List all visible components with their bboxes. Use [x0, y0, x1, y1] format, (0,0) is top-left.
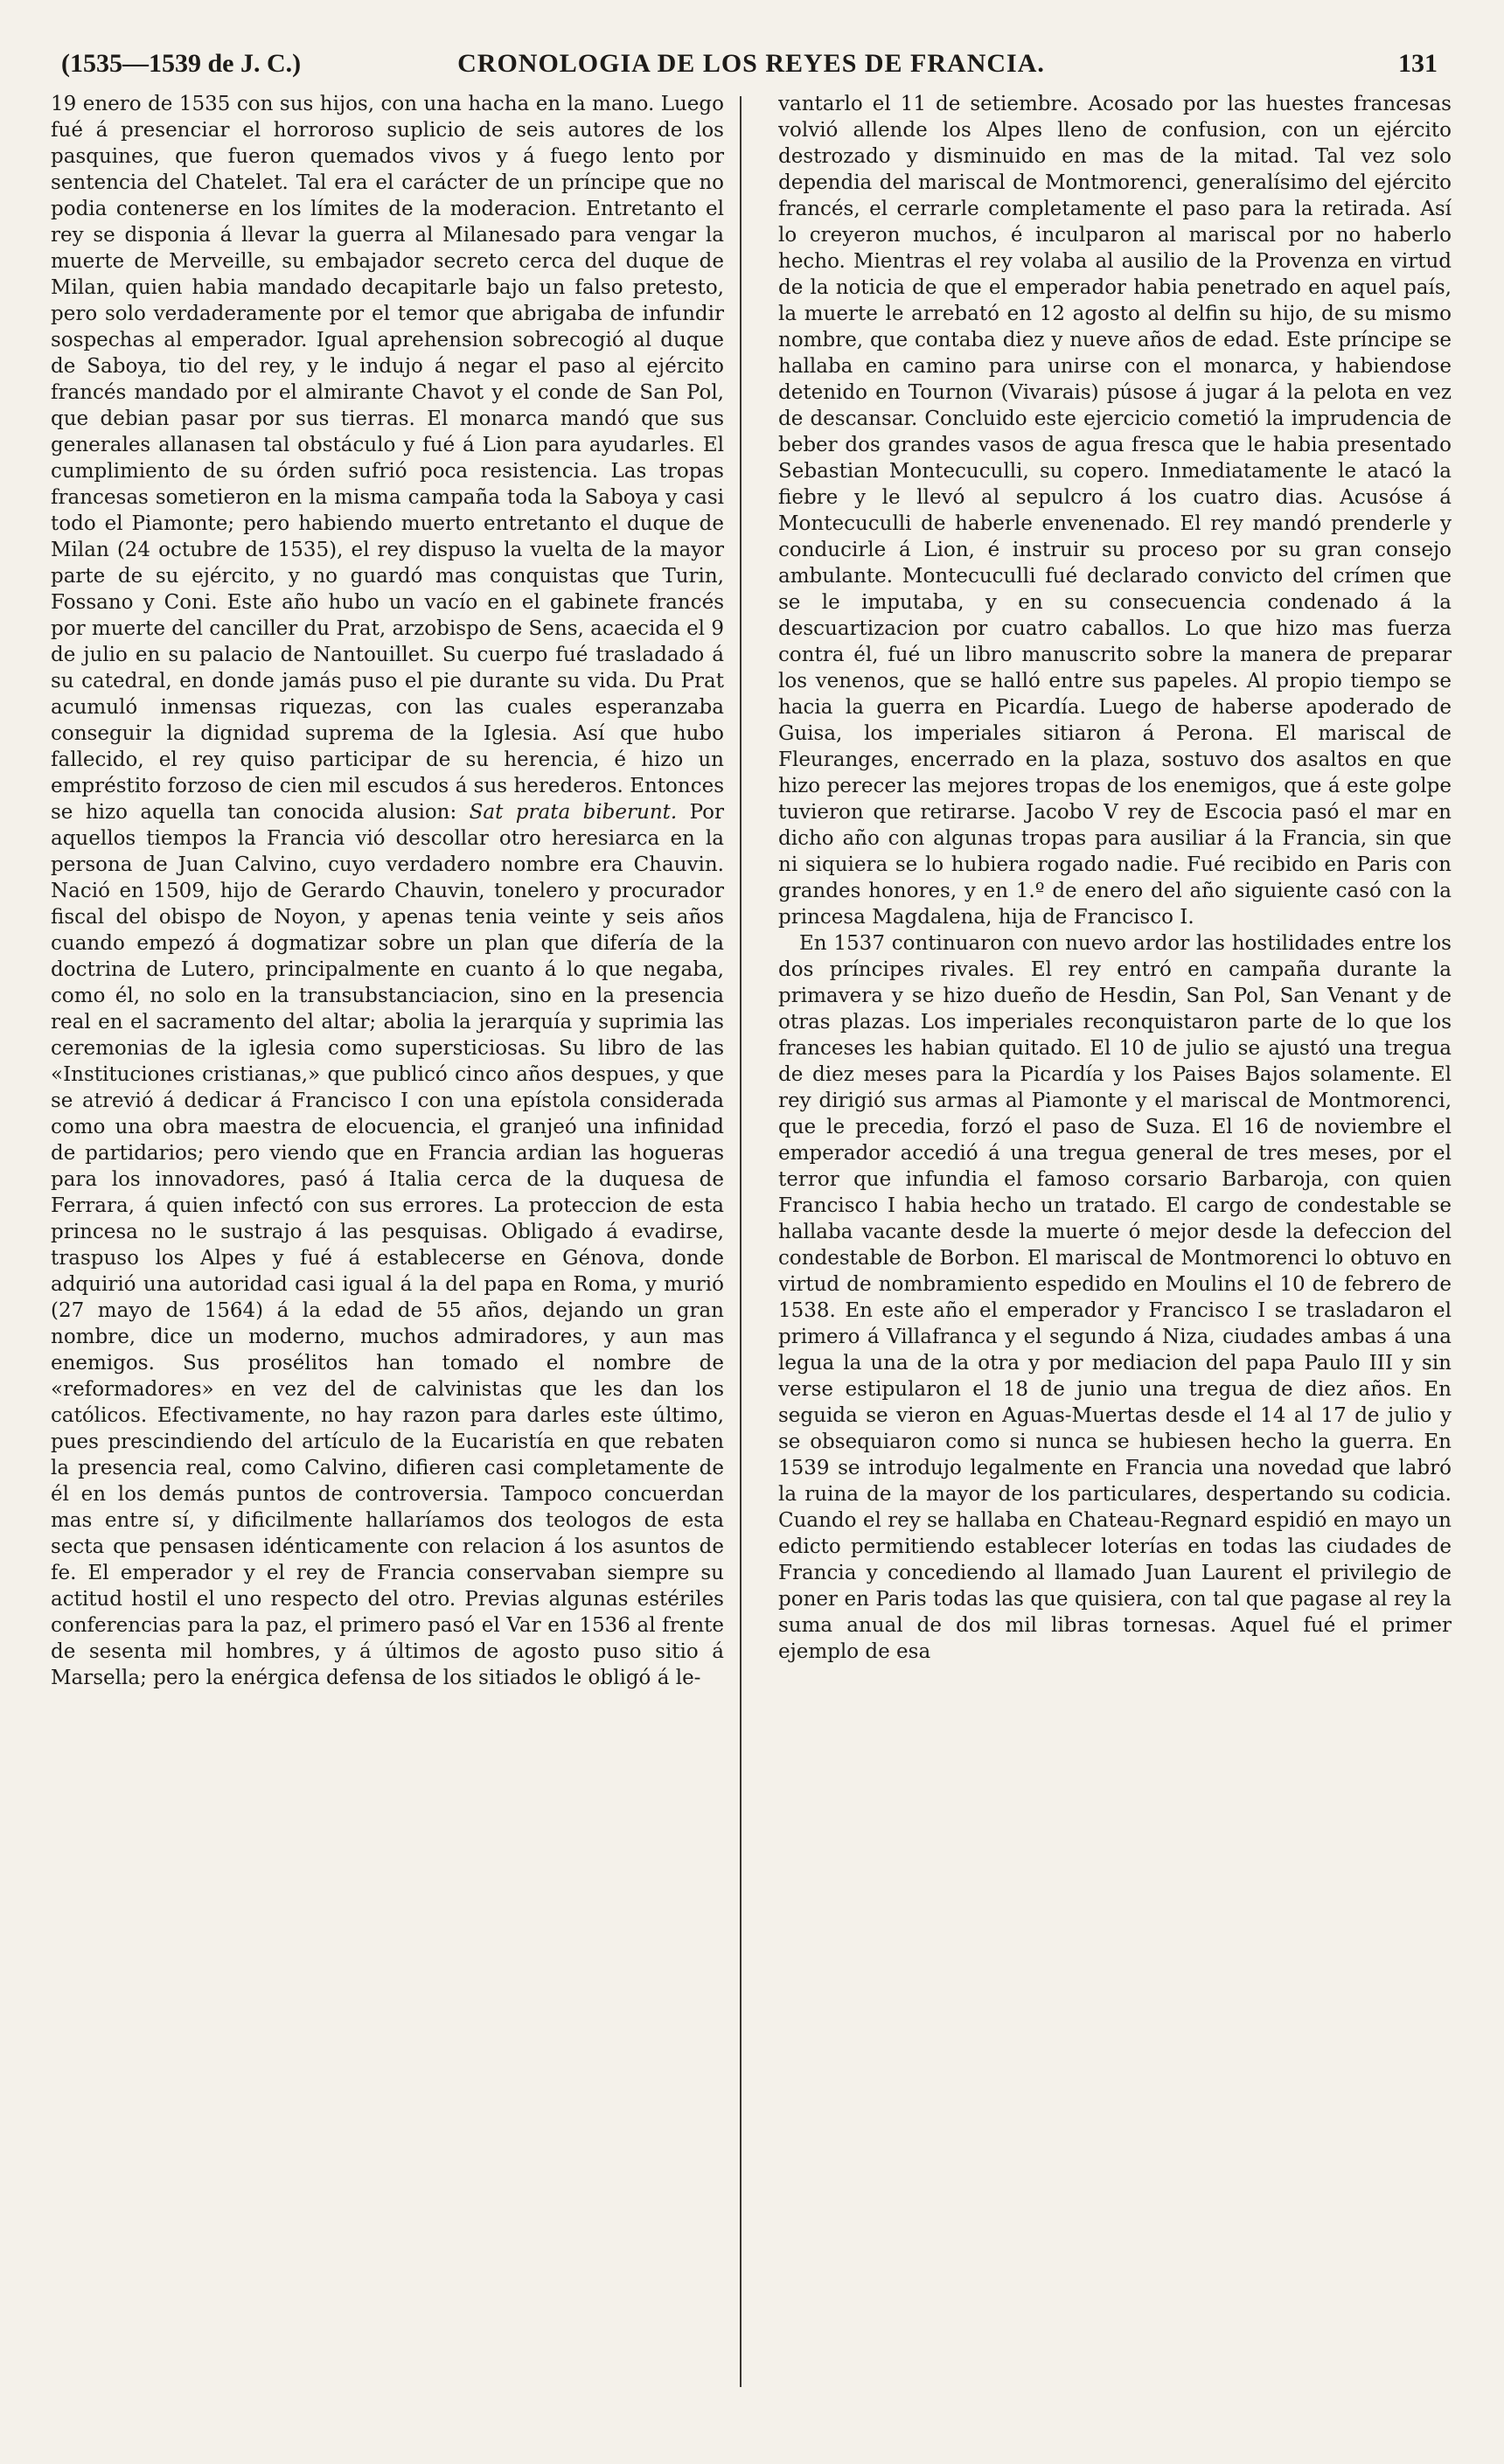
text-run: 19 enero de 1535 con sus hijos, con una hacha en la mano. Luego fué á presenciar el horroroso suplicio de seis autores de los pasquines, que fueron quemados vivos y á fuego lento por sentencia del Chatelet. Tal era el carácter de un príncipe que no podia contenerse en los límites de la moderacion. Entretanto el rey se disponia á llevar la guerra al Milanesado para vengar la muerte de Merveille, su embajador secreto cerca del duque de Milan, quien habia mandado decapitarle bajo un falso pretesto, pero solo verdaderamente por el temor que abrigaba de infundir sospechas al emperador. Igual aprehension sobrecogió al duque de Saboya, tio del rey, y le indujo á negar el paso al ejército francés mandado por el almirante Chavot y el conde de San Pol, que debian pasar por sus tierras. El monarca mandó que sus generales allanasen tal obstáculo y fué á Lion para ayudarles. El cumplimiento de su órden sufrió poca resistencia. Las tropas francesas sometieron en la misma campaña toda la Saboya y casi todo el Piamonte; pero habiendo muerto entretanto el duque de Milan (24 octubre de 1535), el rey dispuso la vuelta de la mayor parte de su ejército, y no guardó mas conquistas que Turin, Fossano y Coni. Este año hubo un vacío en el gabinete francés por muerte del canciller du Prat, arzobispo de Sens, acaecida el 9 de julio en su palacio de Nantouillet. Su cuerpo fué trasladado á su catedral, en donde jamás puso el pie durante su vida. Du Prat acumuló inmensas riquezas, con las cuales esperanzaba conseguir la dignidad suprema de la Iglesia. Así que hubo fallecido, el rey quiso participar de su herencia, é hizo un empréstito forzoso de cien mil escudos á sus herederos. Entonces se hizo aquella tan conocida alusion: [51, 93, 724, 824]
paragraph-continued [51, 91, 724, 1691]
right-column [778, 91, 1452, 2399]
latin-quote: Sat prata biberunt. [469, 801, 678, 824]
text-columns [51, 91, 1452, 2399]
left-column [51, 91, 724, 2399]
header-date-range: (1535—1539 de J. C.) [61, 49, 302, 78]
page-number: 131 [1398, 49, 1438, 78]
paragraph-continued: vantarlo el 11 de setiembre. Acosado por las huestes francesas volvió allende los Alpes lleno de confusion, con un ejército destrozado y disminuido en mas de la mitad. Tal vez solo dependia del mariscal de Montmorenci, generalísimo del ejército francés, el cerrarle completamente el paso para la retirada. Así lo creyeron muchos, é inculparon al mariscal por no haberlo hecho. Mientras el rey volaba al ausilio de la Provenza en virtud de la noticia de que el emperador habia penetrado en aquel país, la muerte le arrebató en 12 agosto al delfin su hijo, de su mismo nombre, que contaba diez y nueve años de edad. Este príncipe se hallaba en camino para unirse con el monarca, y habiendose detenido en Tournon (Vivarais) púsose á jugar á la pelota en vez de descansar. Concluido este ejercicio cometió la imprudencia de beber dos grandes vasos de agua fresca que le habia presentado Sebastian Montecuculli, su copero. Inmediatamente le atacó la fiebre y le llevó al sepulcro á los cuatro dias. Acusóse á Montecuculli de haberle envenenado. El rey mandó prenderle y conducirle á Lion, é instruir su proceso por su gran consejo ambulante. Montecuculli fué declarado convicto del crímen que se le imputaba, y en su consecuencia condenado á la descuartizacion por cuatro caballos. Lo que hizo mas fuerza contra él, fué un libro manuscrito sobre la manera de preparar los venenos, que se halló entre sus papeles. Al propio tiempo se hacia la guerra en Picardía. Luego de haberse apoderado de Guisa, los imperiales sitiaron á Perona. El mariscal de Fleuranges, encerrado en la plaza, sostuvo dos asaltos en que hizo perecer las mejores tropas de los enemigos, que á este golpe tuvieron que retirarse. Jacobo V rey de Escocia pasó el mar en dicho año con algunas tropas para ausiliar á la Francia, sin que ni siquiera se lo hubiera rogado nadie. Fué recibido en Paris con grandes honores, y en 1.º de enero del año siguiente casó con la princesa Magdalena, hija de Francisco I. [778, 93, 1452, 929]
header-title: CRONOLOGIA DE LOS REYES DE FRANCIA. [457, 49, 1045, 78]
running-header [51, 42, 1452, 86]
text-run: Por aquellos tiempos la Francia vió descollar otro heresiarca en la persona de Juan Calvino, cuyo verdadero nombre era Chauvin. Nació en 1509, hijo de Gerardo Chauvin, tonelero y procurador fiscal del obispo de Noyon, y apenas tenia veinte y seis años cuando empezó á dogmatizar sobre un plan que difería de la doctrina de Lutero, principalmente en cuanto á lo que negaba, como él, no solo en la transubstanciacion, sino en la presencia real en el sacramento del altar; abolia la jerarquía y suprimia las ceremonias de la iglesia como supersticiosas. Su libro de las «Instituciones cristianas,» que publicó cinco años despues, y que se atrevió á dedicar á Francisco I con una epístola considerada como una obra maestra de elocuencia, el granjeó una infinidad de partidarios; pero viendo que en Francia ardian las hogueras para los innovadores, pasó á Italia cerca de la duquesa de Ferrara, á quien infectó con sus errores. La proteccion de esta princesa no le sustrajo á las pesquisas. Obligado á evadirse, traspuso los Alpes y fué á establecerse en Génova, donde adquirió una autoridad casi igual á la del papa en Roma, y murió (27 mayo de 1564) á la edad de 55 años, dejando un gran nombre, dice un moderno, muchos admiradores, y aun mas enemigos. Sus prosélitos han tomado el nombre de «reformadores» en vez del de calvinistas que les dan los católicos. Efectivamente, no hay razon para darles este último, pues prescindiendo del artículo de la Eucaristía en que rebaten la presencia real, como Calvino, difieren casi completamente de él en los demás puntos de controversia. Tampoco concuerdan mas entre sí, y dificilmente hallaríamos dos teologos de esta secta que pensasen idénticamente con relacion á los asuntos de fe. El emperador y el rey de Francia conservaban siempre su actitud hostil el uno respecto del otro. Previas algunas estériles conferencias para la paz, el primero pasó el Var en 1536 al frente de sesenta mil hombres, y á últimos de agosto puso sitio á Marsella; pero la enérgica defensa de los sitiados le obligó á le- [51, 801, 724, 1689]
paragraph: En 1537 continuaron con nuevo ardor las hostilidades entre los dos príncipes rivales. El rey entró en campaña durante la primavera y se hizo dueño de Hesdin, San Pol, San Venant y de otras plazas. Los imperiales reconquistaron parte de lo que los franceses les habian quitado. El 10 de julio se ajustó una tregua de diez meses para la Picardía y los Paises Bajos solamente. El rey dirigió sus armas al Piamonte y el mariscal de Montmorenci, que le precedia, forzó el paso de Suza. El 16 de noviembre el emperador accedió á una tregua general de tres meses, por el terror que infundia el famoso corsario Barbaroja, con quien Francisco I habia hecho un tratado. El cargo de condestable se hallaba vacante desde la muerte ó mejor desde la defeccion del condestable de Borbon. El mariscal de Montmorenci lo obtuvo en virtud de nombramiento espedido en Moulins el 10 de febrero de 1538. En este año el emperador y Francisco I se trasladaron el primero á Villafranca y el segundo á Niza, ciudades ambas á una legua la una de la otra y por mediacion del papa Paulo III y sin verse estipularon el 18 de junio una tregua de diez años. En seguida se vieron en Aguas-Muertas desde el 14 al 17 de julio y se obsequiaron como si nunca se hubiesen hecho la guerra. En 1539 se introdujo legalmente en Francia una novedad que labró la ruina de la mayor de los particulares, despertando su codicia. Cuando el rey se hallaba en Chateau-Regnard espidió en mayo un edicto permitiendo establecer loterías en todas las ciudades de Francia y concediendo al llamado Juan Laurent el privilegio de poner en Paris todas las que quisiera, con tal que pagase al rey la suma anual de dos mil libras tornesas. Aquel fué el primer ejemplo de esa [778, 932, 1452, 1663]
